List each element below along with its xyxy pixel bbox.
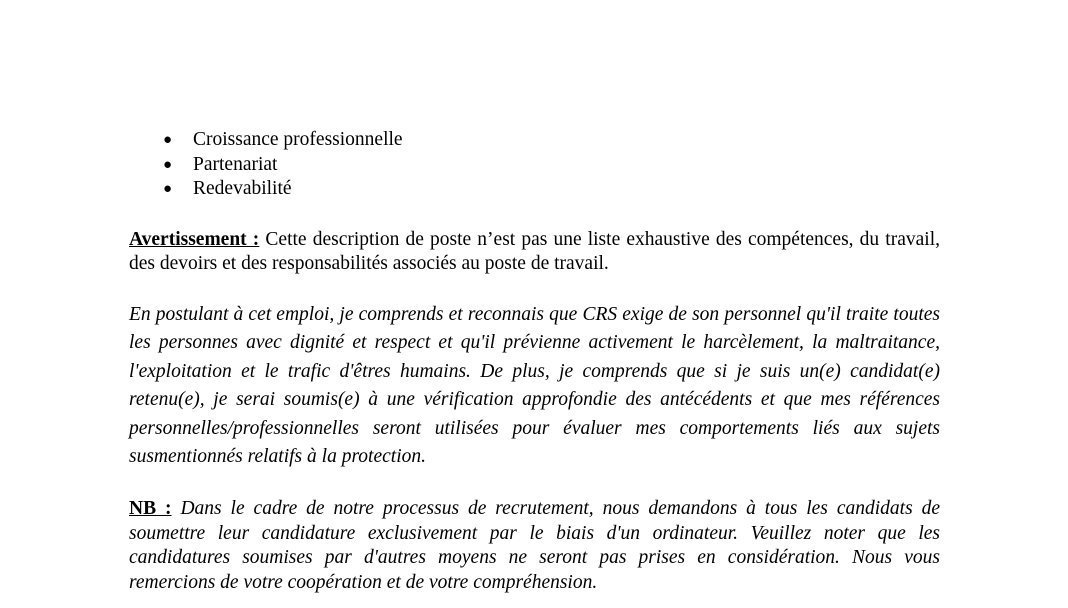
disclaimer-text: Cette description de poste n’est pas une liste exhaustive des compétences, du travail, des devoirs et des responsabilités associés au poste de travail. — [129, 228, 940, 274]
bullet-icon: ● — [163, 156, 173, 173]
list-item — [129, 128, 940, 153]
nb-text: Dans le cadre de notre processus de recrutement, nous demandons à tous les candidats de soumettre leur candidature exclusivement par le biais d'un ordinateur. Veuillez noter que les candidatures soumises par d'autres moyens ne seront pas prises en considération. Nous vous remercions de votre coopération et de votre compréhension. — [129, 498, 940, 593]
disclaimer-paragraph — [129, 228, 940, 276]
list-item-text: Redevabilité — [193, 178, 292, 199]
disclaimer-label: Avertissement : — [129, 228, 260, 250]
list-item — [129, 153, 940, 178]
nb-paragraph — [129, 497, 940, 595]
commitment-paragraph: En postulant à cet emploi, je comprends et reconnais que CRS exige de son personnel qu'il traite toutes les personnes avec dignité et respect et qu'il prévienne activement le harcèlement, la maltraitance, l'exploitation et le trafic d'êtres humains. De plus, je comprends que si je suis un(e) candidat(e) retenu(e), je serai soumis(e) à une vérification approfondie des antécédents et que mes références personnelles/professionnelles seront utilisées pour évaluer mes comportements liés aux sujets susmentionnés relatifs à la protection. — [129, 303, 940, 468]
nb-label: NB : — [129, 498, 172, 520]
list-item-text: Partenariat — [193, 153, 278, 175]
bullet-icon: ● — [163, 132, 173, 148]
list-item-text: Croissance professionnelle — [193, 129, 403, 150]
list-item — [129, 177, 940, 202]
bullet-icon: ● — [163, 181, 173, 197]
document-page — [129, 128, 940, 595]
values-list — [129, 128, 940, 202]
